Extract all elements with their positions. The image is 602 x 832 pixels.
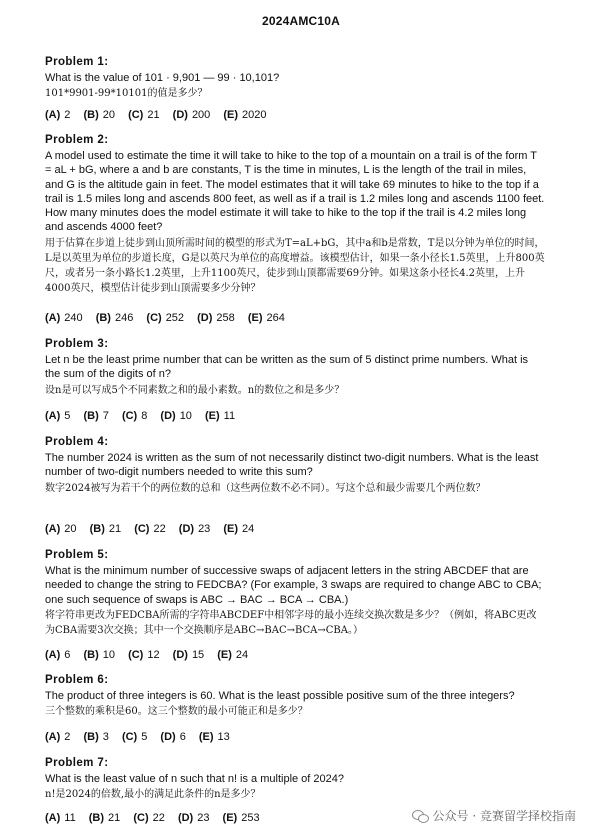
problem-heading: Problem 1:: [45, 56, 109, 68]
choice-e: (E) 264: [247, 312, 285, 324]
choice-c: (C) 12: [128, 649, 160, 661]
choice-a: (A) 6: [45, 649, 71, 661]
problem-4: [45, 435, 545, 496]
choice-c: (C) 5: [121, 731, 148, 743]
problem-heading: Problem 6:: [45, 674, 109, 686]
problem-1: [45, 55, 545, 101]
choice-e: (E) 24: [223, 523, 255, 535]
choice-a: (A) 2: [45, 731, 71, 743]
problem-2: [45, 133, 545, 296]
choice-c: (C) 21: [128, 109, 160, 121]
problem-text-zh: 三个整数的乘积是60。这三个整数的最小可能正和是多少？: [45, 706, 308, 718]
choice-e: (E) 253: [222, 812, 260, 824]
choice-b: (B) 21: [89, 523, 122, 535]
problem-heading: Problem 3:: [45, 338, 109, 350]
problem-text-zh: 设n是可以写成5个不同素数之和的最小素数。n的数位之和是多少？: [45, 384, 345, 396]
choice-c: (C) 8: [121, 410, 148, 422]
choice-d: (D) 6: [160, 731, 186, 743]
wechat-icon: [412, 809, 428, 823]
choice-c: (C) 22: [133, 812, 165, 824]
problem-6: [45, 673, 545, 719]
choice-a: (A) 240: [45, 312, 83, 324]
choice-e: (E) 11: [205, 410, 236, 422]
choice-b: (B) 20: [83, 109, 115, 121]
choice-c: (C) 22: [134, 523, 166, 535]
problem-heading: Problem 5:: [45, 549, 109, 561]
problem-text-en: Let n be the least prime number that can be written as the sum of 5 distinct prime numbers. What is the sum of the digits of n?: [45, 354, 529, 381]
choice-b: (B) 3: [83, 731, 109, 743]
choice-a: (A) 2: [45, 109, 71, 121]
choice-a: (A) 20: [45, 523, 77, 535]
watermark-text: 公众号 · 竞赛留学择校指南: [432, 809, 576, 823]
choice-c: (C) 252: [146, 312, 185, 324]
choice-e: (E) 24: [217, 649, 249, 661]
choice-d: (D) 258: [197, 312, 235, 324]
page-title: 2024AMC10A: [261, 14, 341, 28]
problem-heading: Problem 4:: [45, 436, 109, 448]
problem-text-zh: 数字2024被写为若干个的两位数的总和（这些两位数不必不同）。写这个总和最少需要几个两位数？: [45, 482, 486, 494]
problem-text-en: The product of three integers is 60. What is the least possible positive sum of the three integers?: [45, 690, 515, 702]
problem-text-en: What is the least value of n such that n! is a multiple of 2024?: [45, 773, 345, 785]
problem-3: [45, 337, 545, 398]
problem-text-en: What is the minimum number of successive swaps of adjacent letters in the string ABCDEF that are needed to change the string to FEDCBA? (For example, 3 swaps are required to change ABC to CBA; one such sequence of swaps is ABC → BAC → BCA → CBA.): [45, 565, 542, 606]
problem-text-zh: 将字符串更改为FEDCBA所需的字符串ABCDEF中相邻字母的最小连续交换次数是多少？（例如，将ABC更改为CBA需要3次交换；其中一个交换顺序是ABC→BAC→BCA→CBA。）: [45, 609, 537, 636]
choice-a: (A) 11: [45, 812, 76, 824]
problem-text-en: A model used to estimate the time it will take to hike to the top of a mountain on a trail is of the form T = aL + bG, where a and b are constants, T is the time in minutes, L is the length of the trail in miles, and G is the altitude gain in feet. The model estimates that it will take 69 minutes to hike to the top if a trail is 1.5 miles long and ascends 800 feet, as well as if a trail is 1.2 miles long and ascends 1100 feet. How many minutes does the model estimate it will take to hike to the top if the trail is 4.2 miles long and ascends 4000 feet?: [45, 150, 545, 234]
problem-text-en: The number 2024 is written as the sum of not necessarily distinct two-digit numbers. What is the least number of two-digit numbers needed to write this sum?: [45, 452, 539, 479]
problem-5: [45, 548, 545, 638]
choice-d: (D) 23: [178, 523, 211, 535]
choice-d: (D) 23: [177, 812, 210, 824]
choice-b: (B) 246: [95, 312, 134, 324]
choice-e: (E) 2020: [223, 109, 267, 121]
problem-text-zh: n!是2024的倍数,最小的满足此条件的n是多少？: [45, 789, 261, 801]
choice-b: (B) 7: [83, 410, 109, 422]
watermark: [412, 807, 576, 824]
choices-7: [45, 811, 270, 825]
problem-heading: Problem 2:: [45, 134, 109, 146]
choice-e: (E) 13: [198, 731, 230, 743]
problem-heading: Problem 7:: [45, 757, 109, 769]
choices-1: [45, 108, 277, 122]
choices-4: [45, 522, 264, 536]
choice-d: (D) 15: [172, 649, 205, 661]
problem-7: [45, 756, 545, 802]
choice-d: (D) 10: [160, 410, 192, 422]
problem-text-zh: 101*9901-99*10101的值是多少？: [45, 88, 208, 100]
choice-d: (D) 200: [172, 109, 211, 121]
choices-2: [45, 311, 295, 325]
choices-3: [45, 409, 245, 423]
problem-text-zh: 用于估算在步道上徒步到山顶所需时间的模型的形式为T=aL+bG，其中a和b是常数，T是以分钟为单位的时间，L是以英里为单位的步道长度，G是以英尺为单位的高度增益。该模型估计，如果一条小径长1.5英里，上升800英尺，或者另一条小路长1.2英里，上升1100英尺，徒步到山顶都需要69分钟。如果这条小径长4.2英里，上升4000英尺，模型估计徒步到山顶需要多少分钟？: [45, 237, 545, 294]
problem-text-en: What is the value of 101 · 9,901 — 99 · 10,101?: [45, 72, 280, 84]
choices-5: [45, 648, 258, 662]
choices-6: [45, 730, 240, 744]
choice-b: (B) 10: [83, 649, 115, 661]
choice-b: (B) 21: [88, 812, 121, 824]
choice-a: (A) 5: [45, 410, 71, 422]
